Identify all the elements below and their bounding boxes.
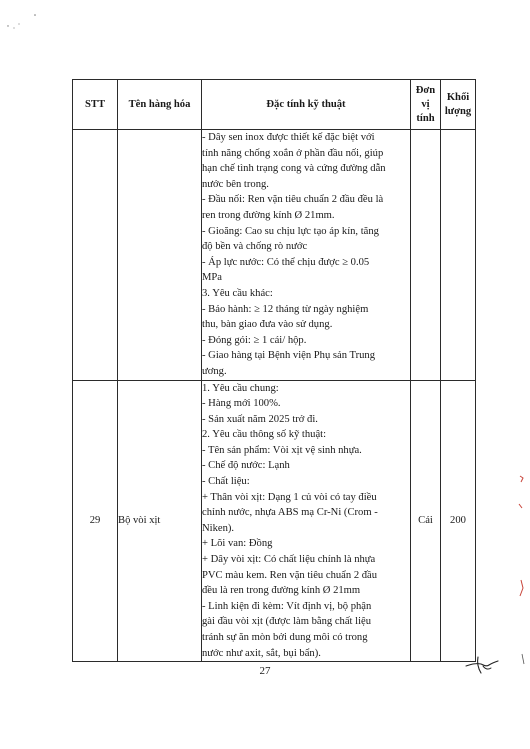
spec-line: - Gioăng: Cao su chịu lực tạo áp kín, tăng bbox=[202, 225, 379, 237]
margin-stamp-fragments bbox=[514, 468, 528, 678]
spec-line: - Chế độ nước: Lạnh bbox=[202, 460, 290, 472]
spec-line: - Áp lực nước: Có thể chịu được ≥ 0.05 bbox=[202, 256, 370, 268]
table-header-row bbox=[73, 80, 476, 130]
spec-line: tránh sự ăn mòn bởi dung môi có trong bbox=[202, 632, 368, 643]
cell-stt: 29 bbox=[73, 380, 118, 662]
spec-line: gài đầu vòi xịt (được làm bằng chất liệu bbox=[202, 616, 372, 628]
spec-line: - Hàng mới 100%. bbox=[202, 398, 281, 410]
spec-line: nước bên trong. bbox=[202, 178, 269, 190]
cell-spec bbox=[202, 130, 411, 381]
spec-line: 1. Yêu cầu chung: bbox=[202, 382, 279, 394]
spec-line: 3. Yêu cầu khác: bbox=[202, 287, 273, 299]
spec-line: thu, bàn giao đưa vào sử dụng. bbox=[202, 319, 333, 331]
spec-line: + Dây vòi xịt: Có chất liệu chính là nhựa bbox=[202, 554, 376, 566]
spec-line: độ bền và chống rò nước bbox=[202, 241, 308, 253]
spec-line: - Sản xuất năm 2025 trở đi. bbox=[202, 413, 318, 425]
header-stt: STT bbox=[73, 80, 118, 130]
header-qty: Khối lượng bbox=[441, 80, 476, 130]
spec-line: tính năng chống xoắn ở phần đầu nối, giúp bbox=[202, 147, 384, 159]
table-row-item-29 bbox=[73, 380, 476, 662]
specification-table bbox=[72, 79, 476, 662]
spec-line: - Đóng gói: ≥ 1 cái/ hộp. bbox=[202, 334, 307, 346]
header-unit: Đơn vị tính bbox=[411, 80, 441, 130]
spec-line: - Đầu nối: Ren vặn tiêu chuẩn 2 đầu đều là bbox=[202, 194, 384, 206]
spec-line: MPa bbox=[202, 272, 223, 284]
spec-line: ương. bbox=[202, 365, 227, 377]
spec-line: - Giao hàng tại Bệnh viện Phụ sản Trung bbox=[202, 350, 376, 362]
initials-signature bbox=[464, 654, 500, 676]
spec-line: - Chất liệu: bbox=[202, 476, 250, 488]
spec-line: PVC màu kem. Ren vặn tiêu chuẩn 2 đầu bbox=[202, 569, 378, 581]
spec-line: ren trong đường kính Ø 21mm. bbox=[202, 209, 335, 221]
cell-unit: Cái bbox=[411, 380, 441, 662]
cell-name bbox=[118, 130, 202, 381]
spec-line: - Dây sen inox được thiết kế đặc biệt với bbox=[202, 132, 375, 143]
cell-stt bbox=[73, 130, 118, 381]
spec-line: + Lõi van: Đồng bbox=[202, 538, 273, 550]
scan-speckles bbox=[5, 12, 45, 32]
spec-line: nước như axit, sắt, bụi bẩn). bbox=[202, 647, 321, 659]
cell-spec bbox=[202, 380, 411, 662]
cell-qty: 200 bbox=[441, 380, 476, 662]
cell-name: Bộ vòi xịt bbox=[118, 380, 202, 662]
page-number: 27 bbox=[259, 665, 271, 677]
spec-line: 2. Yêu cầu thông số kỹ thuật: bbox=[202, 429, 327, 441]
spec-line: + Thân vòi xịt: Dạng 1 củ vòi có tay điều bbox=[202, 491, 377, 503]
cell-qty bbox=[441, 130, 476, 381]
header-spec: Đặc tính kỹ thuật bbox=[202, 80, 411, 130]
spec-line: chỉnh nước, nhựa ABS mạ Cr-Ni (Crom - bbox=[202, 507, 378, 519]
spec-line: hạn chế tình trạng cong và cứng đường dẫn bbox=[202, 163, 386, 175]
table-row-continued bbox=[73, 130, 476, 381]
spec-line: - Bảo hành: ≥ 12 tháng từ ngày nghiệm bbox=[202, 303, 369, 315]
cell-unit bbox=[411, 130, 441, 381]
spec-line: - Linh kiện đi kèm: Vít định vị, bộ phận bbox=[202, 600, 372, 612]
header-name: Tên hàng hóa bbox=[118, 80, 202, 130]
spec-line: - Tên sản phẩm: Vòi xịt vệ sinh nhựa. bbox=[202, 444, 362, 456]
spec-line: Niken). bbox=[202, 522, 235, 534]
spec-line: đều là ren trong đường kính Ø 21mm bbox=[202, 585, 361, 597]
